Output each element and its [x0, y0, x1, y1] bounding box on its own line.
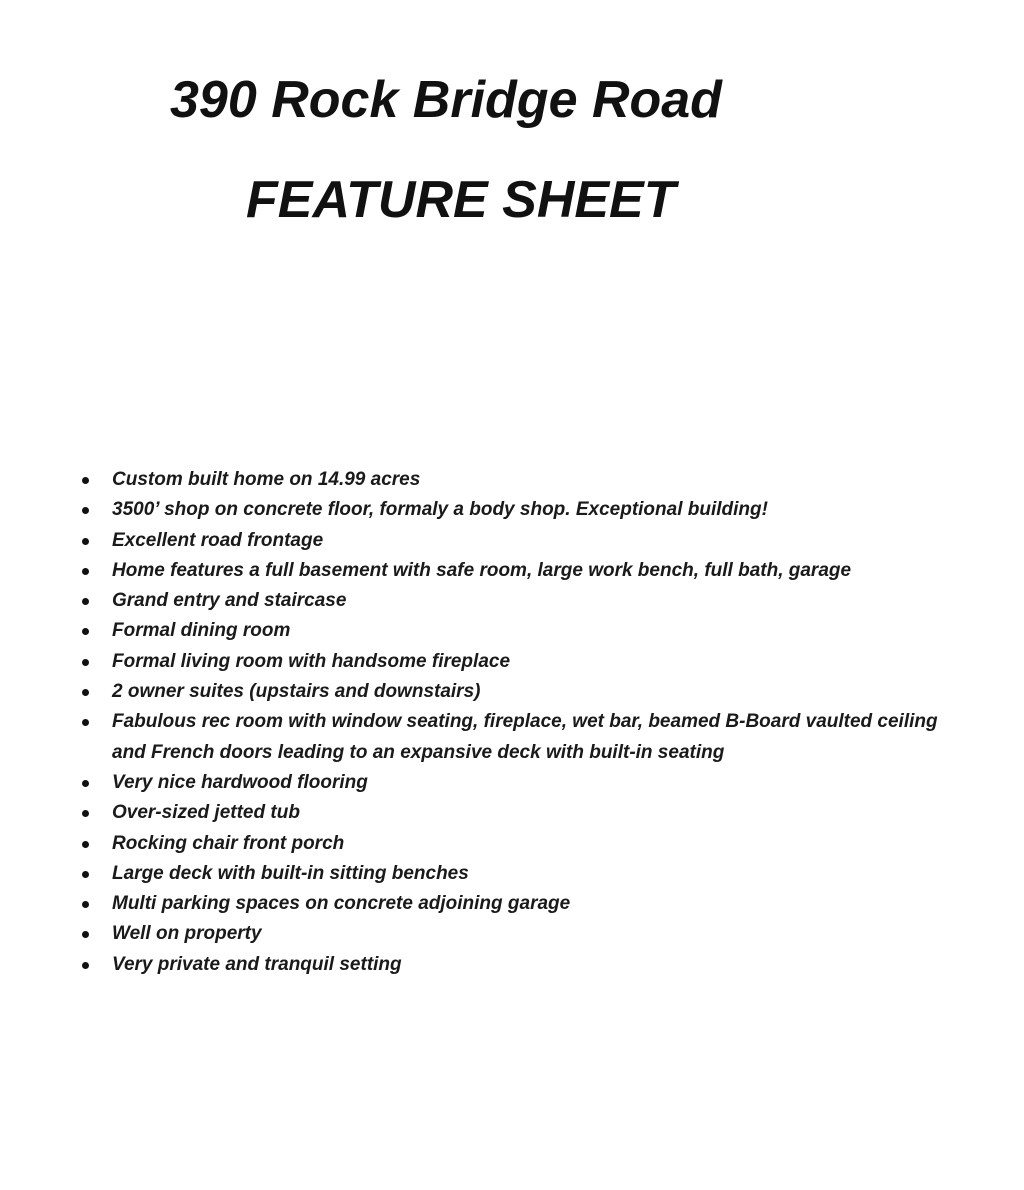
feature-item	[72, 526, 972, 556]
feature-item	[72, 829, 972, 859]
bullet-icon	[82, 507, 89, 514]
feature-text: Formal living room with handsome fireplace	[112, 650, 511, 672]
bullet-icon	[82, 659, 89, 666]
feature-text: Grand entry and staircase	[112, 590, 347, 612]
feature-text: Multi parking spaces on concrete adjoining garage	[112, 893, 571, 915]
feature-item	[72, 798, 972, 828]
feature-text: Home features a full basement with safe room, large work bench, full bath, garage	[112, 559, 852, 581]
property-address-title: 390 Rock Bridge Road	[170, 71, 722, 129]
feature-text: Over-sized jetted tub	[112, 802, 300, 824]
feature-item	[72, 707, 972, 768]
feature-list	[72, 465, 972, 980]
feature-item	[72, 859, 972, 889]
bullet-icon	[82, 719, 89, 726]
bullet-icon	[82, 689, 89, 696]
feature-item	[72, 495, 972, 525]
feature-item	[72, 677, 972, 707]
feature-item	[72, 768, 972, 798]
feature-text: Very private and tranquil setting	[112, 953, 402, 975]
bullet-icon	[82, 780, 89, 787]
feature-text: Fabulous rec room with window seating, fireplace, wet bar, beamed B-Board vaulted ceiling and French doors leading to an expansive deck with built-in seating	[112, 711, 938, 763]
bullet-icon	[82, 962, 89, 969]
bullet-icon	[82, 628, 89, 635]
feature-text: 2 owner suites (upstairs and downstairs)	[112, 681, 481, 703]
bullet-icon	[82, 568, 89, 575]
feature-text: Custom built home on 14.99 acres	[112, 469, 421, 490]
feature-text: Large deck with built-in sitting benches	[112, 862, 469, 884]
feature-item	[72, 950, 972, 980]
feature-text: Well on property	[112, 923, 262, 945]
bullet-icon	[82, 901, 89, 908]
feature-item	[72, 465, 972, 495]
bullet-icon	[82, 538, 89, 545]
feature-item	[72, 616, 972, 646]
feature-text: 3500’ shop on concrete floor, formaly a body shop. Exceptional building!	[112, 499, 768, 521]
feature-text: Very nice hardwood flooring	[112, 771, 368, 793]
bullet-icon	[82, 871, 89, 878]
feature-sheet-heading: FEATURE SHEET	[246, 171, 676, 229]
feature-item	[72, 586, 972, 616]
feature-item	[72, 556, 972, 586]
bullet-icon	[82, 931, 89, 938]
feature-item	[72, 647, 972, 677]
feature-text: Rocking chair front porch	[112, 832, 345, 854]
bullet-icon	[82, 477, 89, 484]
feature-text: Formal dining room	[112, 620, 291, 642]
bullet-icon	[82, 810, 89, 817]
bullet-icon	[82, 598, 89, 605]
feature-item	[72, 889, 972, 919]
feature-item	[72, 919, 972, 949]
feature-text: Excellent road frontage	[112, 529, 324, 551]
bullet-icon	[82, 841, 89, 848]
